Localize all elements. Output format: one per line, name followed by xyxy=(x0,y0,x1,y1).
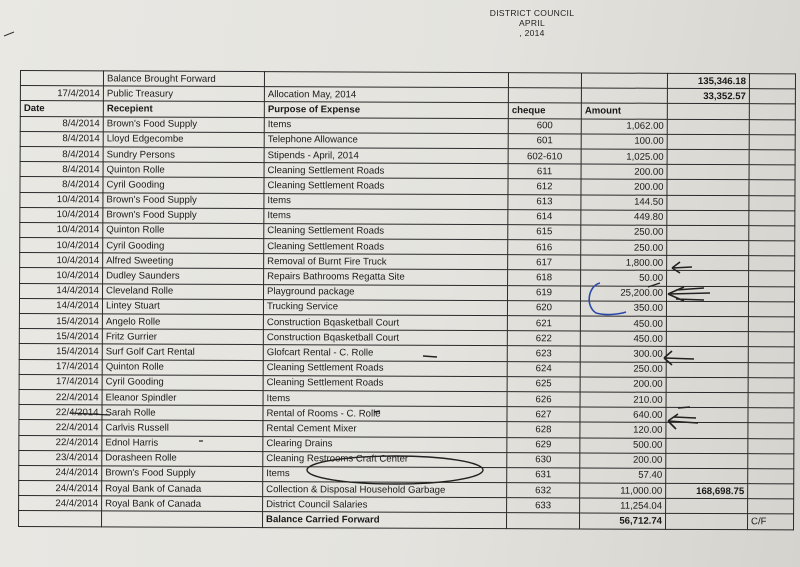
cell-cheque: 624 xyxy=(507,361,580,377)
cell-extra xyxy=(748,453,794,468)
cell-cheque: 626 xyxy=(507,392,580,408)
cell-amount: 200.00 xyxy=(580,377,666,393)
cell-cheque: 632 xyxy=(507,483,580,499)
cell-purpose: Repairs Bathrooms Regatta Site xyxy=(264,269,508,285)
cell-recipient: Surf Golf Cart Rental xyxy=(102,344,263,360)
cell-extra xyxy=(749,89,795,104)
cell-date xyxy=(20,71,103,87)
cell-balance xyxy=(666,347,748,363)
cell-recipient: Royal Bank of Canada xyxy=(102,481,263,497)
cell-purpose xyxy=(264,72,508,88)
cell-balance xyxy=(667,149,749,165)
cell-extra xyxy=(749,241,795,256)
cell-extra xyxy=(748,393,794,408)
cell-balance xyxy=(666,499,748,515)
cell-balance xyxy=(667,180,749,196)
cell-cheque: 621 xyxy=(507,316,580,332)
cell-cheque xyxy=(508,73,581,89)
cell-date: 15/4/2014 xyxy=(19,344,102,360)
cell-date: 22/4/2014 xyxy=(19,435,102,451)
cell-date: 24/4/2014 xyxy=(19,496,102,512)
cell-extra xyxy=(749,271,795,286)
cell-amount: 210.00 xyxy=(580,392,666,408)
cell-amount: 350.00 xyxy=(580,301,666,317)
cell-recipient: Sarah Rolle xyxy=(102,405,263,421)
cell-extra xyxy=(749,195,795,210)
cell-purpose: Trucking Service xyxy=(263,299,507,315)
cell-amount: 120.00 xyxy=(580,422,666,438)
cell-cheque: 628 xyxy=(507,422,580,438)
cell-recipient: Quinton Rolle xyxy=(103,223,264,239)
cell-cheque: 618 xyxy=(508,270,581,286)
cell-purpose: Removal of Burnt Fire Truck xyxy=(264,254,508,270)
cell-purpose: Construction Bqasketball Court xyxy=(263,315,507,331)
cell-recipient: Lintey Stuart xyxy=(102,299,263,315)
cell-extra xyxy=(749,119,795,134)
cell-cheque: 600 xyxy=(508,118,581,134)
cell-date: Date xyxy=(20,101,103,117)
cell-amount: 25,200.00 xyxy=(580,286,666,302)
cell-extra xyxy=(749,210,795,225)
cell-recipient: Brown's Food Supply xyxy=(103,192,264,208)
council-name: DISTRICT COUNCIL xyxy=(489,8,575,18)
cell-amount: 11,254.04 xyxy=(580,498,666,514)
cell-date: 23/4/2014 xyxy=(19,450,102,466)
cell-balance xyxy=(666,407,748,423)
cell-recipient: Public Treasury xyxy=(103,86,264,102)
cell-purpose: Cleaning Settlement Roads xyxy=(264,178,508,194)
cell-purpose: Glofcart Rental - C. Rolle xyxy=(263,345,507,361)
cell-extra xyxy=(749,150,795,165)
cell-amount: 1,800.00 xyxy=(581,255,667,271)
cell-extra xyxy=(748,362,794,377)
cell-balance xyxy=(667,164,749,180)
cell-purpose: Cleaning Settlement Roads xyxy=(263,375,507,391)
cell-balance: 168,698.75 xyxy=(666,483,748,499)
cell-date: 14/4/2014 xyxy=(20,283,103,299)
cell-date: 8/4/2014 xyxy=(20,162,103,178)
cell-recipient: Quinton Rolle xyxy=(103,162,264,178)
cell-recipient: Cyril Gooding xyxy=(103,177,264,193)
cell-extra xyxy=(749,104,795,119)
cell-extra xyxy=(749,180,795,195)
document-header xyxy=(452,8,612,38)
cell-date: 8/4/2014 xyxy=(20,177,103,193)
cell-balance xyxy=(666,468,748,484)
cell-balance: 33,352.57 xyxy=(667,89,749,105)
cell-purpose: Purpose of Expense xyxy=(264,102,508,118)
cell-date: 22/4/2014 xyxy=(19,389,102,405)
cell-date: 8/4/2014 xyxy=(20,146,103,162)
cell-amount: 450.00 xyxy=(580,331,666,347)
cell-amount: 200.00 xyxy=(580,453,666,469)
cell-recipient: Lloyd Edgecombe xyxy=(103,132,264,148)
cell-recipient: Brown's Food Supply xyxy=(102,466,263,482)
margin-pen-mark xyxy=(4,32,14,36)
cell-cheque: 602-610 xyxy=(508,149,581,165)
cell-date: 10/4/2014 xyxy=(20,192,103,208)
cell-date: 17/4/2014 xyxy=(19,374,102,390)
cell-purpose: Telephone Allowance xyxy=(264,132,508,148)
cell-balance xyxy=(666,286,748,302)
cell-balance xyxy=(666,392,748,408)
cell-amount: 1,025.00 xyxy=(581,149,667,165)
cell-cheque: 613 xyxy=(508,194,581,210)
cell-recipient: Cleveland Rolle xyxy=(103,283,264,299)
cell-date: 10/4/2014 xyxy=(20,207,103,223)
cell-recipient: Alfred Sweeting xyxy=(103,253,264,269)
cell-purpose: Playground package xyxy=(264,284,508,300)
cell-purpose: Cleaning Settlement Roads xyxy=(264,223,508,239)
cell-extra xyxy=(749,226,795,241)
cell-date: 17/4/2014 xyxy=(20,86,103,102)
cell-date: 17/4/2014 xyxy=(19,359,102,375)
cell-extra xyxy=(748,286,794,301)
cell-cheque: 623 xyxy=(507,346,580,362)
cell-extra xyxy=(748,301,794,316)
cell-cheque: 625 xyxy=(507,376,580,392)
cell-date: 10/4/2014 xyxy=(20,238,103,254)
cell-amount: 1,062.00 xyxy=(581,119,667,135)
cell-recipient: Ednol Harris xyxy=(102,435,263,451)
cell-balance xyxy=(667,256,749,272)
cell-date: 10/4/2014 xyxy=(20,222,103,238)
cell-purpose: Rental of Rooms - C. Rolle xyxy=(263,406,507,422)
cell-date: 24/4/2014 xyxy=(19,465,102,481)
cell-amount xyxy=(581,88,667,104)
cell-recipient: Dorasheen Rolle xyxy=(102,451,263,467)
cell-cheque: 619 xyxy=(507,285,580,301)
cell-extra xyxy=(749,165,795,180)
cell-purpose: Items xyxy=(264,208,508,224)
cell-recipient: Eleanor Spindler xyxy=(102,390,263,406)
cell-cheque: 622 xyxy=(507,331,580,347)
cell-balance xyxy=(667,225,749,241)
cell-amount: 449.80 xyxy=(581,210,667,226)
cell-amount: Amount xyxy=(581,103,667,119)
cell-balance xyxy=(666,316,748,332)
cell-purpose: Cleaning Settlement Roads xyxy=(264,163,508,179)
cell-balance xyxy=(666,301,748,317)
cell-amount xyxy=(581,73,667,89)
cell-recipient: Brown's Food Supply xyxy=(103,116,264,132)
cell-recipient: Cyril Gooding xyxy=(103,238,264,254)
cell-purpose: Items xyxy=(264,193,508,209)
cell-recipient: Recepient xyxy=(103,101,264,117)
cell-extra xyxy=(748,408,794,423)
cell-balance xyxy=(666,377,748,393)
cell-recipient: Sundry Persons xyxy=(103,147,264,163)
cell-cheque: 601 xyxy=(508,133,581,149)
cell-extra xyxy=(749,256,795,271)
cell-purpose: Construction Bqasketball Court xyxy=(263,330,507,346)
cell-balance xyxy=(667,104,749,120)
cell-extra xyxy=(748,332,794,347)
report-year: , 2014 xyxy=(519,28,545,38)
cell-extra xyxy=(749,74,795,89)
report-month: APRIL xyxy=(518,18,546,28)
cell-cheque: 617 xyxy=(508,255,581,271)
cell-balance xyxy=(666,332,748,348)
cell-extra xyxy=(748,347,794,362)
cell-amount: 500.00 xyxy=(580,437,666,453)
cell-cheque: 629 xyxy=(507,437,580,453)
cell-balance: 135,346.18 xyxy=(667,73,749,89)
cell-amount: 250.00 xyxy=(581,240,667,256)
cell-recipient: Dudley Saunders xyxy=(103,268,264,284)
cell-cheque: 612 xyxy=(508,179,581,195)
cell-cheque: 631 xyxy=(507,468,580,484)
cell-amount: 200.00 xyxy=(581,164,667,180)
cell-amount: 100.00 xyxy=(581,134,667,150)
cell-date: 24/4/2014 xyxy=(19,481,102,497)
cell-amount: 640.00 xyxy=(580,407,666,423)
cell-recipient: Brown's Food Supply xyxy=(103,208,264,224)
cell-recipient: Angelo Rolle xyxy=(102,314,263,330)
cell-balance xyxy=(667,134,749,150)
cell-amount: 200.00 xyxy=(581,179,667,195)
cell-purpose: Items xyxy=(263,466,507,482)
cell-date: 8/4/2014 xyxy=(20,116,103,132)
cell-date xyxy=(19,511,102,527)
cell-cheque xyxy=(507,513,580,529)
cell-recipient: Cyril Gooding xyxy=(102,375,263,391)
cell-recipient: Fritz Gurrier xyxy=(102,329,263,345)
cell-amount: 300.00 xyxy=(580,346,666,362)
cell-recipient xyxy=(102,511,263,527)
cell-date: 8/4/2014 xyxy=(20,131,103,147)
cell-balance xyxy=(667,119,749,135)
cell-purpose: Rental Cement Mixer xyxy=(263,421,507,437)
cell-date: 10/4/2014 xyxy=(20,253,103,269)
cell-amount: 11,000.00 xyxy=(580,483,666,499)
cell-cheque: 627 xyxy=(507,407,580,423)
balance-carried-row xyxy=(19,511,794,530)
cell-amount: 57.40 xyxy=(580,468,666,484)
cell-purpose: Allocation May, 2014 xyxy=(264,87,508,103)
cell-extra xyxy=(748,377,794,392)
cell-cheque: 620 xyxy=(507,300,580,316)
cell-recipient: Quinton Rolle xyxy=(102,359,263,375)
cell-cheque: 630 xyxy=(507,452,580,468)
cell-recipient: Carlvis Russell xyxy=(102,420,263,436)
cell-balance xyxy=(666,514,748,530)
cell-purpose: Items xyxy=(263,391,507,407)
cell-amount: 250.00 xyxy=(580,362,666,378)
cell-balance xyxy=(666,362,748,378)
cell-date: 14/4/2014 xyxy=(19,298,102,314)
cell-cheque: 615 xyxy=(508,225,581,241)
cell-purpose: Clearing Drains xyxy=(263,436,507,452)
cell-extra xyxy=(748,423,794,438)
cell-cheque: 633 xyxy=(507,498,580,514)
cell-cheque xyxy=(508,88,581,104)
cell-extra: C/F xyxy=(748,514,794,529)
ledger-table xyxy=(18,70,796,530)
cell-purpose: Collection & Disposal Household Garbage xyxy=(263,482,507,498)
cell-balance xyxy=(667,271,749,287)
cell-balance xyxy=(667,240,749,256)
cell-purpose: Stipends - April, 2014 xyxy=(264,148,508,164)
cell-extra xyxy=(748,438,794,453)
cell-extra xyxy=(748,484,794,499)
cell-amount: 144.50 xyxy=(581,194,667,210)
cell-balance xyxy=(667,210,749,226)
cell-extra xyxy=(749,134,795,149)
cell-date: 15/4/2014 xyxy=(19,329,102,345)
cell-balance xyxy=(666,423,748,439)
cell-amount: 250.00 xyxy=(581,225,667,241)
cell-extra xyxy=(748,469,794,484)
cell-date: 22/4/2014 xyxy=(19,405,102,421)
cell-extra xyxy=(748,499,794,514)
cell-cheque: 611 xyxy=(508,164,581,180)
cell-purpose: Items xyxy=(264,117,508,133)
cell-amount: 50.00 xyxy=(581,270,667,286)
cell-purpose: Balance Carried Forward xyxy=(263,512,507,528)
cell-amount: 450.00 xyxy=(580,316,666,332)
cell-recipient: Balance Brought Forward xyxy=(103,71,264,87)
cell-purpose: Cleaning Settlement Roads xyxy=(264,239,508,255)
cell-extra xyxy=(748,317,794,332)
cell-date: 22/4/2014 xyxy=(19,420,102,436)
cell-purpose: Cleaning Settlement Roads xyxy=(263,360,507,376)
cell-balance xyxy=(666,438,748,454)
cell-cheque: 614 xyxy=(508,209,581,225)
cell-balance xyxy=(666,453,748,469)
cell-recipient: Royal Bank of Canada xyxy=(102,496,263,512)
cell-amount: 56,712.74 xyxy=(580,513,666,529)
cell-cheque: 616 xyxy=(508,240,581,256)
cell-date: 10/4/2014 xyxy=(20,268,103,284)
cell-cheque: cheque xyxy=(508,103,581,119)
cell-purpose: District Council Salaries xyxy=(263,497,507,513)
cell-purpose: Cleaning Restrooms Craft Center xyxy=(263,451,507,467)
cell-date: 15/4/2014 xyxy=(19,313,102,329)
cell-balance xyxy=(667,195,749,211)
